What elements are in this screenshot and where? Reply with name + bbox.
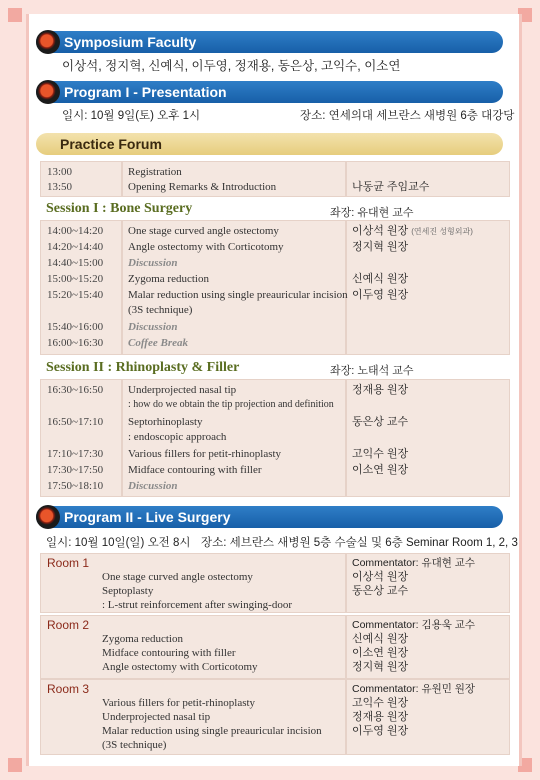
faculty-header-bar — [36, 31, 503, 53]
speaker-affiliation: (연세진 성형외과) — [411, 227, 473, 236]
program-text: Septorhinoplasty — [128, 416, 203, 428]
speaker-text: 이상석 원장 (연세진 성형외과) — [352, 225, 473, 237]
time-text: 16:00~16:30 — [47, 337, 104, 349]
program-text: (3S technique) — [102, 739, 167, 751]
program-text: Underprojected nasal tip — [128, 384, 237, 396]
speaker-text: 정지혁 원장 — [352, 241, 409, 253]
program-text: Registration — [128, 166, 182, 178]
program-text: Angle ostectomy with Corticotomy — [102, 661, 258, 673]
speaker-text: 이소연 원장 — [352, 647, 409, 659]
program-text: Midface contouring with filler — [102, 647, 236, 659]
speaker-text: 나동균 주임교수 — [352, 181, 430, 193]
program1-header-bar — [36, 81, 503, 103]
time-text: 14:40~15:00 — [47, 257, 104, 269]
program2-date: 일시: 10월 10일(일) 오전 8시 — [46, 537, 191, 549]
program-text: : L-strut reinforcement after swinging-door — [102, 599, 292, 611]
time-text: 14:20~14:40 — [47, 241, 104, 253]
speaker-text: 이두영 원장 — [352, 725, 409, 737]
speaker-text: 정지혁 원장 — [352, 661, 409, 673]
coffee-break-text: Coffee Break — [128, 337, 188, 349]
corner-ornament — [8, 8, 22, 22]
speaker-text: 정재용 원장 — [352, 711, 409, 723]
program-text: Malar reduction using single preauricular incision — [128, 289, 348, 301]
bullet-icon — [36, 505, 60, 529]
program-text: Septoplasty — [102, 585, 154, 597]
program2-title: Program II - Live Surgery — [64, 509, 231, 525]
program2-header-bar — [36, 506, 503, 528]
commentator-text: Commentator: 유원민 원장 — [352, 683, 476, 695]
practice-forum-bar — [36, 133, 503, 155]
program-text: (3S technique) — [128, 304, 193, 316]
time-text: 16:50~17:10 — [47, 416, 104, 428]
program-text: Opening Remarks & Introduction — [128, 181, 277, 193]
session1-title: Session I : Bone Surgery — [46, 201, 193, 216]
discussion-text: Discussion — [128, 321, 178, 333]
commentator-text: Commentator: 유대현 교수 — [352, 557, 476, 569]
program-text: Underprojected nasal tip — [102, 711, 211, 723]
session2-chair: 좌장: 노태석 교수 — [330, 365, 414, 377]
room3-label: Room 3 — [47, 682, 90, 696]
program1-date: 일시: 10월 9일(토) 오후 1시 — [62, 110, 201, 122]
practice-forum-title: Practice Forum — [60, 136, 162, 152]
session2-title: Session II : Rhinoplasty & Filler — [46, 360, 240, 375]
discussion-text: Discussion — [128, 480, 178, 492]
time-text: 15:20~15:40 — [47, 289, 104, 301]
time-text: 17:10~17:30 — [47, 448, 104, 460]
bullet-icon — [36, 30, 60, 54]
program-text: Malar reduction using single preauricular incision — [102, 725, 322, 737]
program-text: Angle ostectomy with Corticotomy — [128, 241, 284, 253]
speaker-text: 고익수 원장 — [352, 448, 409, 460]
program-text: One stage curved angle ostectomy — [128, 225, 279, 237]
time-text: 15:40~16:00 — [47, 321, 104, 333]
speaker-text: 신예식 원장 — [352, 633, 409, 645]
time-text: 16:30~16:50 — [47, 384, 104, 396]
program-text: One stage curved angle ostectomy — [102, 571, 253, 583]
speaker-text: 이소연 원장 — [352, 464, 409, 476]
program-text: Zygoma reduction — [128, 273, 209, 285]
time-text: 13:50 — [47, 181, 73, 193]
program1-title: Program I - Presentation — [64, 84, 227, 100]
program-text: Midface contouring with filler — [128, 464, 262, 476]
program-text: Various fillers for petit-rhinoplasty — [128, 448, 282, 460]
commentator-text: Commentator: 김용욱 교수 — [352, 619, 476, 631]
speaker-text: 동은상 교수 — [352, 585, 409, 597]
faculty-names: 이상석, 정지혁, 신예식, 이두영, 정재용, 동은상, 고익수, 이소연 — [62, 59, 401, 73]
room2-label: Room 2 — [47, 618, 90, 632]
speaker-text: 신예식 원장 — [352, 273, 409, 285]
speaker-text: 동은상 교수 — [352, 416, 409, 428]
program1-place: 장소: 연세의대 세브란스 새병원 6층 대강당 — [300, 110, 515, 122]
time-text: 13:00 — [47, 166, 73, 178]
program2-place: 장소: 세브란스 새병원 5층 수술실 및 6층 Seminar Room 1, 2, 3 — [201, 537, 518, 549]
time-text: 14:00~14:20 — [47, 225, 104, 237]
room1-label: Room 1 — [47, 556, 90, 570]
program-text: : endoscopic approach — [128, 431, 227, 443]
speaker-text: 고익수 원장 — [352, 697, 409, 709]
bullet-icon — [36, 80, 60, 104]
program-text: Zygoma reduction — [102, 633, 183, 645]
speaker-text: 정재용 원장 — [352, 384, 409, 396]
faculty-title: Symposium Faculty — [64, 34, 197, 50]
session1-chair: 좌장: 유대현 교수 — [330, 207, 414, 219]
time-text: 15:00~15:20 — [47, 273, 104, 285]
program-text: Various fillers for petit-rhinoplasty — [102, 697, 256, 709]
time-text: 17:50~18:10 — [47, 480, 104, 492]
discussion-text: Discussion — [128, 257, 178, 269]
speaker-text: 이상석 원장 — [352, 571, 409, 583]
speaker-text: 이두영 원장 — [352, 289, 409, 301]
time-text: 17:30~17:50 — [47, 464, 104, 476]
corner-ornament — [8, 758, 22, 772]
program-text: : how do we obtain the tip projection and definition — [128, 399, 334, 410]
